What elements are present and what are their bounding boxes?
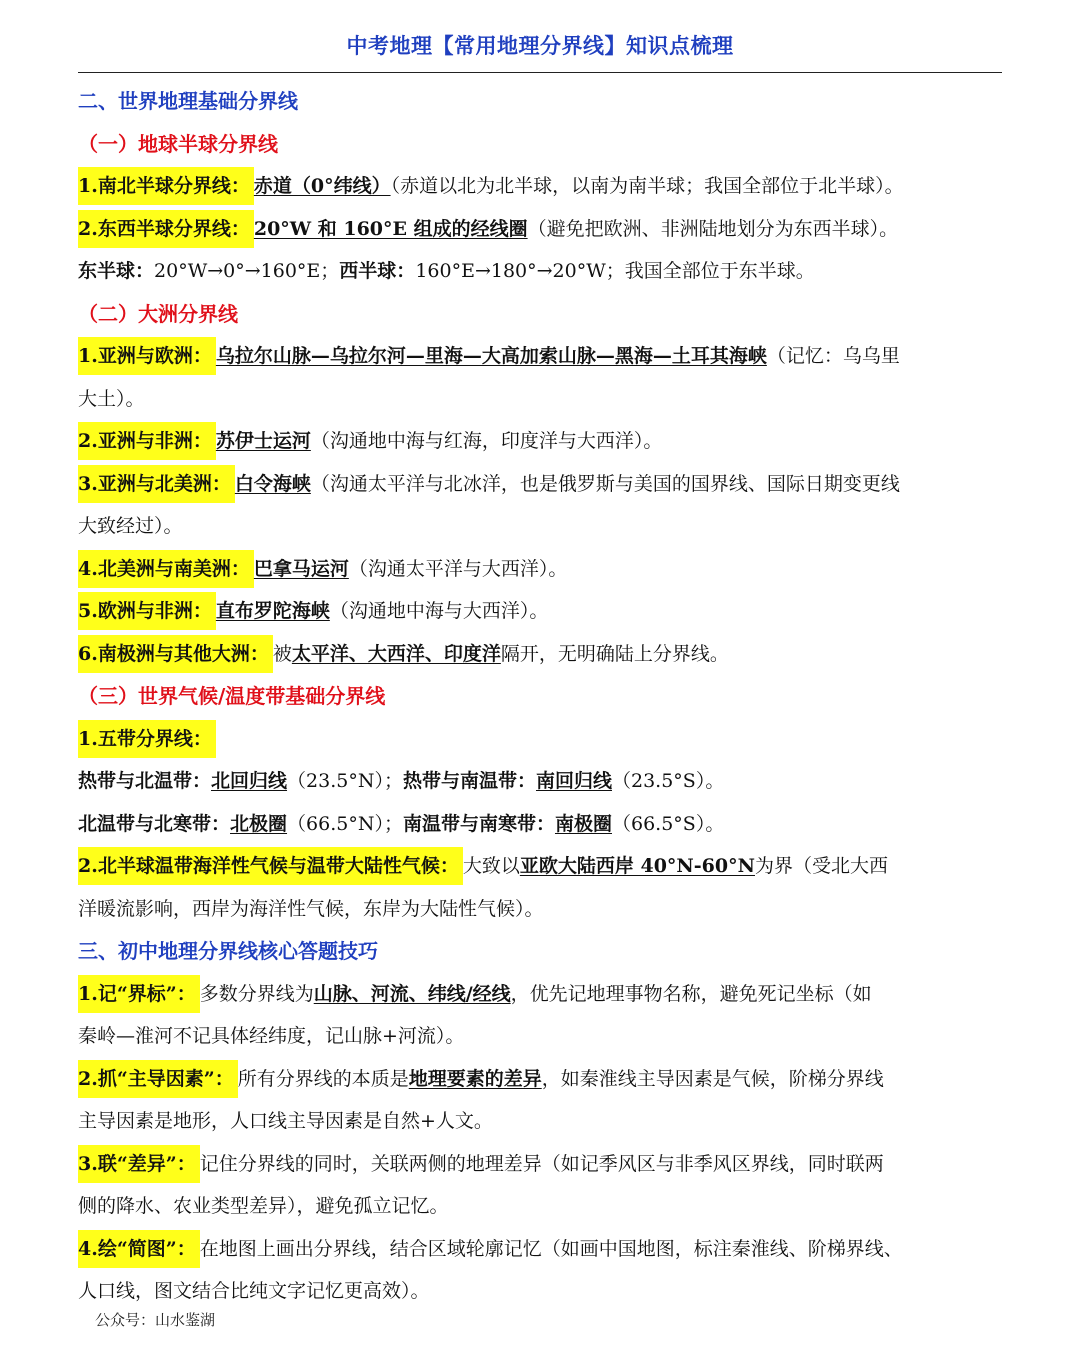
content-body — [78, 80, 1004, 1313]
key-term: 南极圈 — [554, 812, 612, 835]
page-title: 中考地理【常用地理分界线】知识点梳理 — [346, 34, 734, 58]
tip-sketch — [78, 1228, 1004, 1271]
item-asia-europe — [78, 335, 1004, 378]
key-term: 地理要素的差异 — [408, 1067, 542, 1090]
key-term: 南回归线 — [535, 770, 612, 792]
key-term: 山脉、河流、纬线/经线 — [313, 982, 511, 1005]
item-label: 北温带与北寒带： — [78, 812, 231, 835]
item-label: 6.南极洲与其他大洲： — [78, 635, 273, 673]
item-text: （赤道以北为北半球，以南为南半球；我国全部位于北半球）。 — [390, 175, 904, 197]
item-text: （23.5°N）； — [287, 770, 403, 792]
item-polar-circles — [78, 803, 1004, 846]
subheading-hemisphere: （一）地球半球分界线 — [78, 131, 278, 156]
key-term: 太平洋、大西洋、印度洋 — [291, 642, 501, 665]
item-five-zones — [78, 718, 1004, 761]
item-label: 3.亚洲与北美洲： — [78, 465, 235, 503]
item-text: 记住分界线的同时，关联两侧的地理差异（如记季风区与非季风区界线，同时联两 — [199, 1152, 884, 1175]
item-europe-africa — [78, 590, 1004, 633]
key-term: 巴拿马运河 — [253, 557, 349, 580]
key-term: 赤道（0°纬线） — [253, 175, 391, 197]
item-text: （66.5°S）。 — [612, 812, 725, 835]
item-text: 160°E→180°→20°W；我国全部位于东半球。 — [415, 260, 815, 282]
item-text: 为界（受北大西 — [754, 855, 888, 877]
item-label: 热带与北温带： — [78, 770, 212, 792]
item-climate-boundary-cont: 洋暖流影响，西岸为海洋性气候，东岸为大陆性气候）。 — [78, 897, 544, 920]
item-climate-boundary — [78, 845, 1004, 888]
footer-account: 公众号：山水鉴湖 — [95, 1311, 216, 1329]
item-text: （66.5°N）； — [287, 812, 403, 835]
key-term: 北极圈 — [230, 812, 288, 835]
item-label: 东半球： — [78, 260, 155, 282]
item-text: ，优先记地理事物名称，避免死记坐标（如 — [510, 982, 872, 1005]
item-text: （23.5°S）。 — [612, 770, 725, 792]
tip-differences-cont: 侧的降水、农业类型差异），避免孤立记忆。 — [78, 1195, 449, 1217]
item-asia-namerica — [78, 463, 1004, 506]
key-term: 北回归线 — [211, 770, 288, 792]
key-term: 乌拉尔山脉—乌拉尔河—里海—大高加索山脉—黑海—土耳其海峡 — [215, 345, 767, 367]
key-term: 亚欧大陆西岸 40°N-60°N — [519, 855, 755, 877]
item-namerica-samerica — [78, 548, 1004, 591]
item-label: 2.东西半球分界线： — [78, 210, 254, 248]
item-label: 热带与南温带： — [402, 770, 536, 792]
item-label: 1.亚洲与欧洲： — [78, 337, 216, 375]
item-text: （沟通太平洋与北冰洋，也是俄罗斯与美国的国界线、国际日期变更线 — [310, 472, 900, 495]
tip-landmark — [78, 973, 1004, 1016]
item-asia-namerica-cont: 大致经过）。 — [78, 515, 183, 537]
item-label: 4.北美洲与南美洲： — [78, 550, 254, 588]
key-term: 白令海峡 — [234, 472, 311, 495]
item-antarctica — [78, 633, 1004, 676]
section-heading-tips: 三、初中地理分界线核心答题技巧 — [78, 939, 378, 963]
tip-sketch-cont: 人口线，图文结合比纯文字记忆更高效）。 — [78, 1280, 430, 1302]
key-term: 20°W 和 160°E 组成的经线圈 — [253, 217, 528, 240]
item-label: 5.欧洲与非洲： — [78, 592, 216, 630]
tip-differences — [78, 1143, 1004, 1186]
item-label: 2.亚洲与非洲： — [78, 422, 216, 460]
tip-dominant-factor-cont: 主导因素是地形，人口线主导因素是自然+人文。 — [78, 1110, 493, 1132]
key-term: 苏伊士运河 — [215, 430, 311, 452]
item-text: （沟通地中海与大西洋）。 — [329, 600, 549, 622]
item-tropics — [78, 760, 1004, 803]
item-text: 多数分界线为 — [199, 982, 314, 1005]
item-label: 2.北半球温带海洋性气候与温带大陆性气候： — [78, 847, 463, 885]
tip-dominant-factor — [78, 1058, 1004, 1101]
item-label: 1.南北半球分界线： — [78, 167, 254, 205]
item-text: （记忆：乌乌里 — [766, 345, 900, 367]
item-text: 大致以 — [462, 855, 520, 877]
item-label: 1.记“界标”： — [78, 975, 200, 1013]
title-divider — [78, 72, 1002, 73]
item-text: （沟通太平洋与大西洋）。 — [348, 557, 568, 580]
tip-landmark-cont: 秦岭—淮河不记具体经纬度，记山脉+河流）。 — [78, 1025, 465, 1047]
item-ns-hemisphere — [78, 165, 1004, 208]
subheading-continents: （二）大洲分界线 — [78, 301, 238, 326]
item-label: 2.抓“主导因素”： — [78, 1060, 238, 1098]
item-text: 所有分界线的本质是 — [237, 1067, 409, 1090]
item-asia-europe-cont: 大土）。 — [78, 387, 145, 410]
item-label: 3.联“差异”： — [78, 1145, 200, 1183]
item-ew-hemisphere — [78, 208, 1004, 251]
key-term: 直布罗陀海峡 — [215, 600, 330, 622]
section-heading-world: 二、世界地理基础分界线 — [78, 89, 298, 113]
item-text: 在地图上画出分界线，结合区域轮廓记忆（如画中国地图，标注秦淮线、阶梯界线、 — [199, 1237, 903, 1260]
item-text: 20°W→0°→160°E； — [154, 260, 340, 282]
item-label: 4.绘“简图”： — [78, 1230, 200, 1268]
item-label: 南温带与南寒带： — [402, 812, 555, 835]
item-text: ，如秦淮线主导因素是气候，阶梯分界线 — [541, 1067, 884, 1090]
item-hemisphere-range — [78, 250, 1004, 293]
item-text: （沟通地中海与红海，印度洋与大西洋）。 — [310, 430, 663, 452]
item-text: 被 — [272, 642, 292, 665]
item-label: 1.五带分界线： — [78, 720, 216, 758]
subheading-climate: （三）世界气候/温度带基础分界线 — [78, 684, 386, 708]
item-asia-africa — [78, 420, 1004, 463]
item-label: 西半球： — [339, 260, 416, 282]
item-text: （避免把欧洲、非洲陆地划分为东西半球）。 — [527, 217, 899, 240]
item-text: 隔开，无明确陆上分界线。 — [500, 642, 729, 665]
